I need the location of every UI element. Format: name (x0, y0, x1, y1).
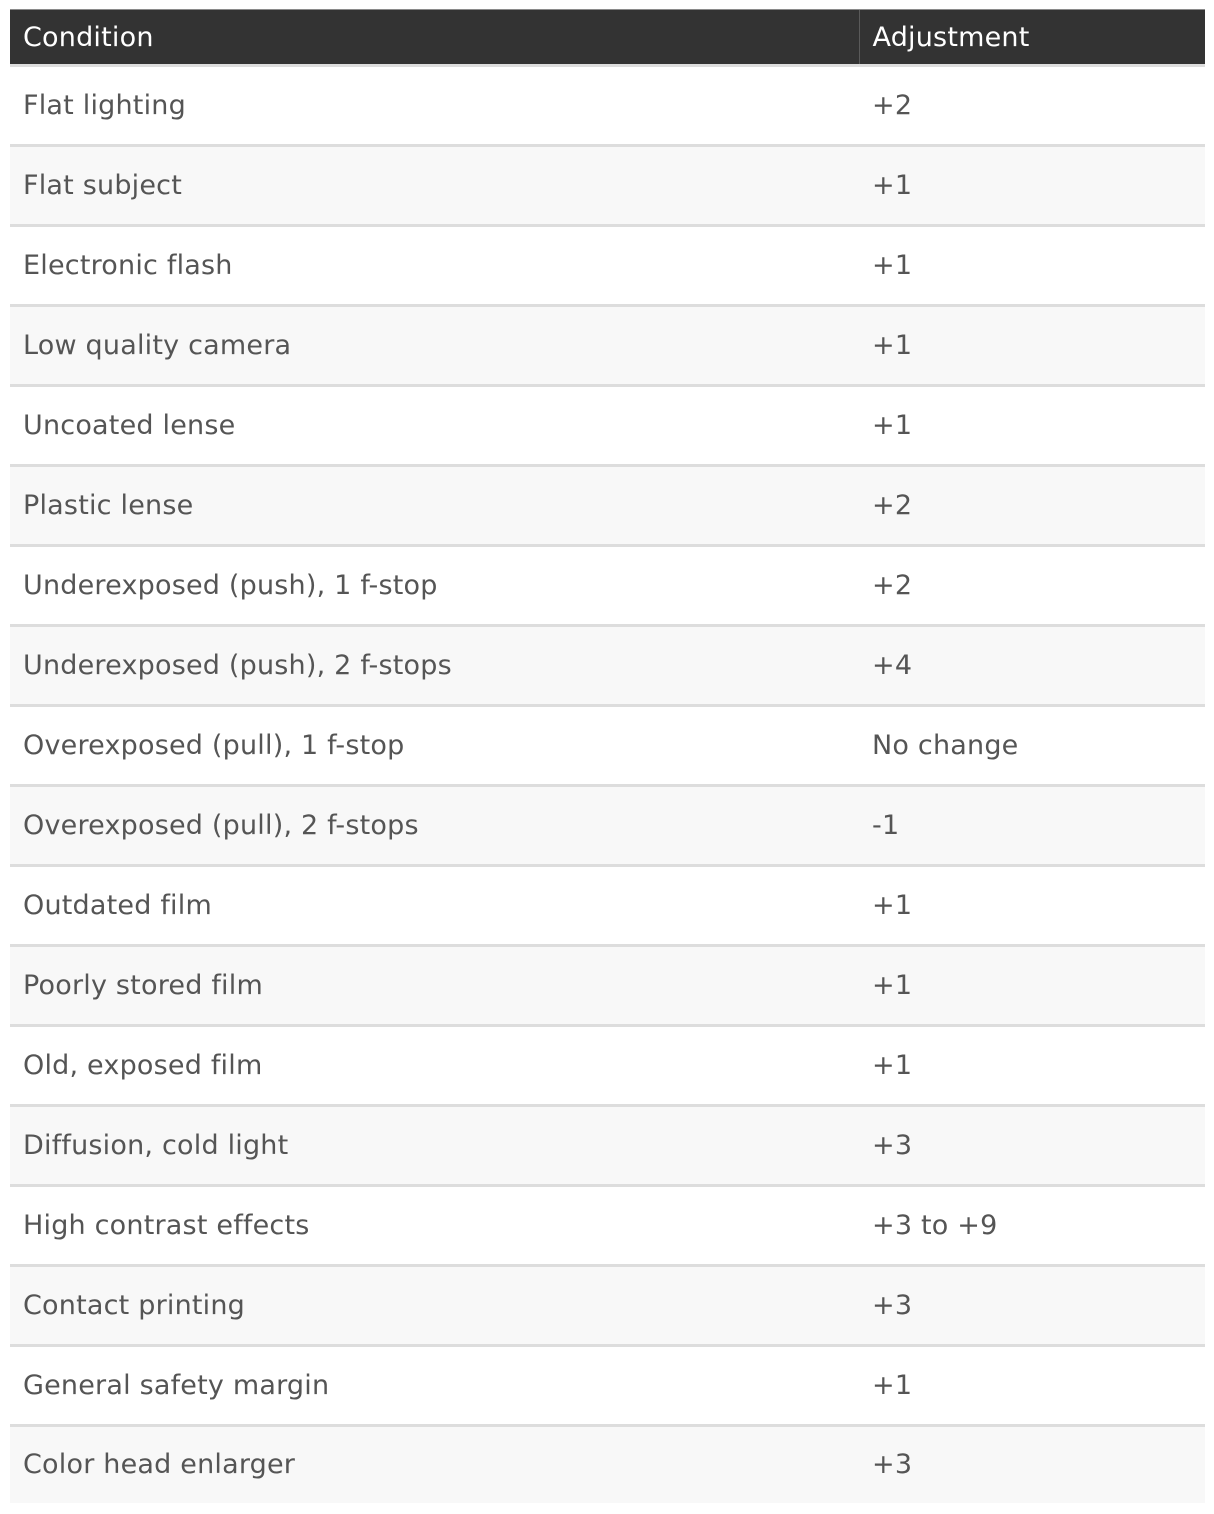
adjustment-cell: +1 (859, 306, 1205, 386)
adjustment-cell: +3 (859, 1106, 1205, 1186)
adjustment-cell: +1 (859, 146, 1205, 226)
adjustment-cell: +2 (859, 66, 1205, 146)
table-row (10, 466, 1205, 546)
table-header (10, 10, 1205, 66)
table-row (10, 946, 1205, 1026)
adjustment-cell: +3 (859, 1266, 1205, 1346)
adjustment-cell: +1 (859, 1026, 1205, 1106)
adjustment-cell: +1 (859, 386, 1205, 466)
adjustment-cell: +3 to +9 (859, 1186, 1205, 1266)
table-row (10, 786, 1205, 866)
adjustment-table (10, 9, 1205, 1503)
condition-cell: Low quality camera (10, 306, 859, 386)
table-row (10, 1266, 1205, 1346)
condition-cell: Overexposed (pull), 1 f-stop (10, 706, 859, 786)
table-row (10, 386, 1205, 466)
table-row (10, 1186, 1205, 1266)
adjustment-cell: +1 (859, 226, 1205, 306)
adjustment-cell: -1 (859, 786, 1205, 866)
table-row (10, 66, 1205, 146)
condition-cell: General safety margin (10, 1346, 859, 1426)
condition-cell: High contrast effects (10, 1186, 859, 1266)
adjustment-table-container (10, 9, 1205, 1503)
adjustment-cell: No change (859, 706, 1205, 786)
adjustment-cell: +1 (859, 1346, 1205, 1426)
condition-cell: Contact printing (10, 1266, 859, 1346)
table-row (10, 226, 1205, 306)
condition-cell: Overexposed (pull), 2 f-stops (10, 786, 859, 866)
condition-cell: Electronic flash (10, 226, 859, 306)
table-row (10, 306, 1205, 386)
condition-cell: Diffusion, cold light (10, 1106, 859, 1186)
column-header-condition: Condition (10, 10, 859, 66)
condition-cell: Poorly stored film (10, 946, 859, 1026)
adjustment-cell: +2 (859, 546, 1205, 626)
table-row (10, 1346, 1205, 1426)
condition-cell: Flat lighting (10, 66, 859, 146)
condition-cell: Underexposed (push), 2 f-stops (10, 626, 859, 706)
table-row (10, 1106, 1205, 1186)
table-row (10, 146, 1205, 226)
condition-cell: Color head enlarger (10, 1426, 859, 1503)
table-row (10, 1426, 1205, 1503)
table-row (10, 706, 1205, 786)
header-row (10, 10, 1205, 66)
adjustment-cell: +2 (859, 466, 1205, 546)
table-row (10, 546, 1205, 626)
condition-cell: Old, exposed film (10, 1026, 859, 1106)
table-row (10, 1026, 1205, 1106)
table-body (10, 66, 1205, 1503)
column-header-adjustment: Adjustment (859, 10, 1205, 66)
table-row (10, 626, 1205, 706)
adjustment-cell: +1 (859, 946, 1205, 1026)
condition-cell: Uncoated lense (10, 386, 859, 466)
condition-cell: Underexposed (push), 1 f-stop (10, 546, 859, 626)
table-row (10, 866, 1205, 946)
condition-cell: Plastic lense (10, 466, 859, 546)
adjustment-cell: +4 (859, 626, 1205, 706)
condition-cell: Outdated film (10, 866, 859, 946)
adjustment-cell: +3 (859, 1426, 1205, 1503)
condition-cell: Flat subject (10, 146, 859, 226)
adjustment-cell: +1 (859, 866, 1205, 946)
